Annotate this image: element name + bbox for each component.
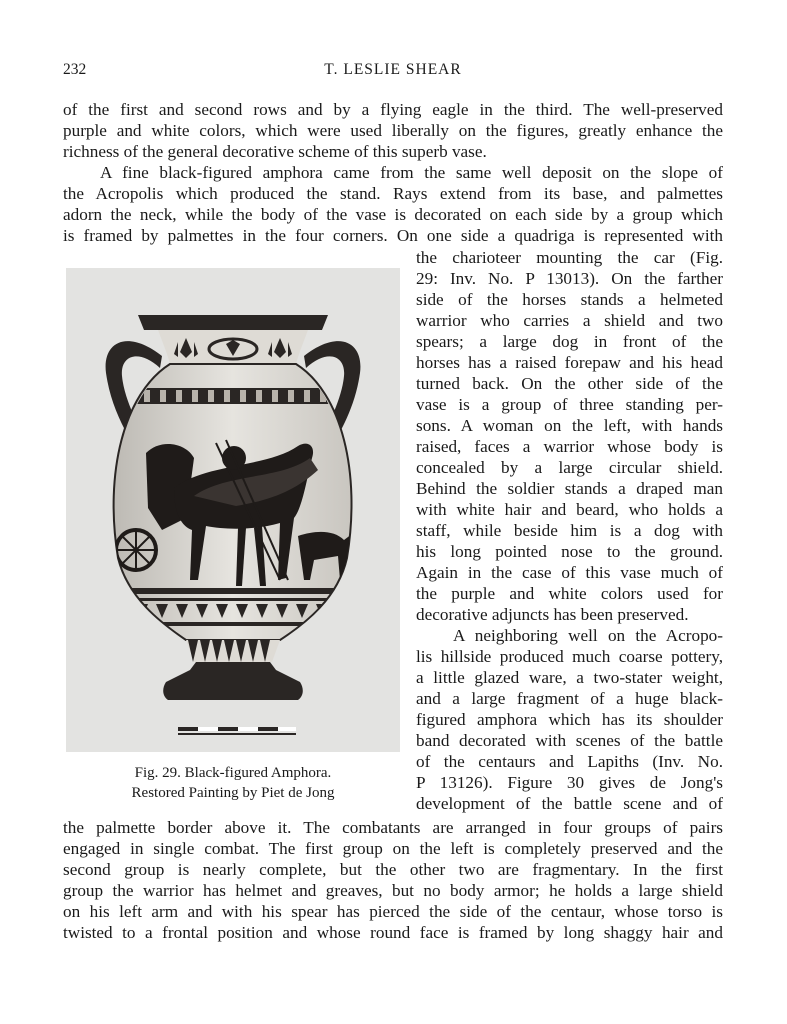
- text-line: is framed by palmettes in the four corners. On one side a quadriga is represented with: [63, 226, 723, 245]
- text-line: adorn the neck, while the body of the vase is decorated on each side by a group which: [63, 205, 723, 224]
- text-line: lis hillside produced much coarse pottery,: [416, 647, 723, 666]
- base-rays: [186, 640, 280, 662]
- text-line: 29: Inv. No. P 13013). On the farther: [416, 269, 723, 288]
- text-line: sons. A woman on the left, with hands: [416, 416, 723, 435]
- amphora-lip: [138, 315, 328, 330]
- text-line: the purple and white colors used for: [416, 584, 723, 603]
- figure-caption-line-2: Restored Painting by Piet de Jong: [131, 785, 335, 801]
- text-line: raised, faces a warrior whose body is: [416, 437, 723, 456]
- text-line: warrior who carries a shield and two: [416, 311, 723, 330]
- running-header: [63, 61, 723, 85]
- text-line: turned back. On the other side of the: [416, 374, 723, 393]
- text-line: spears; a large dog in front of the: [416, 332, 723, 351]
- text-line: the Acropolis which produced the stand. Rays extend from its base, and palmettes: [63, 184, 723, 203]
- text-line: the palmette border above it. The combatants are arranged in four groups of pairs: [63, 818, 723, 837]
- text-line: Again in the case of this vase much of: [416, 563, 723, 582]
- text-line: staff, while beside him is a dog with: [416, 521, 723, 540]
- text-line: A neighboring well on the Acropo-: [453, 626, 723, 645]
- text-line: his long pointed nose to the ground.: [416, 542, 723, 561]
- text-line: vase is a group of three standing per-: [416, 395, 723, 414]
- text-line: concealed by a large circular shield.: [416, 458, 723, 477]
- figure-caption-line-1: Fig. 29. Black-figured Amphora.: [134, 765, 332, 781]
- text-line: on his left arm and with his spear has pierced the side of the centaur, whose torso is: [63, 902, 723, 921]
- text-line: richness of the general decorative scheme of this superb vase.: [63, 142, 487, 161]
- scale-bar: [178, 727, 296, 735]
- page-number: 232: [63, 61, 87, 78]
- amphora-foot: [163, 662, 303, 700]
- text-line: and a large fragment of a huge black-: [416, 689, 723, 708]
- text-line: band decorated with scenes of the battle: [416, 731, 723, 750]
- text-line: a little glazed ware, a two-stater weight,: [416, 668, 723, 687]
- text-line: of the centaurs and Lapiths (Inv. No.: [416, 752, 723, 771]
- text-line: with white hair and beard, who holds a: [416, 500, 723, 519]
- text-line: P 13126). Figure 30 gives de Jong's: [416, 773, 723, 792]
- text-line: group the warrior has helmet and greaves, but no body armor; he holds a large shield: [63, 881, 723, 900]
- text-line: twisted to a frontal position and whose round face is framed by long shaggy hair and: [63, 923, 723, 942]
- text-line: the charioteer mounting the car (Fig.: [416, 248, 723, 267]
- text-line: side of the horses stands a helmeted: [416, 290, 723, 309]
- text-line: of the first and second rows and by a flying eagle in the third. The well-preserved: [63, 100, 723, 119]
- text-line: purple and white colors, which were used liberally on the figures, greatly enhance the: [63, 121, 723, 140]
- text-line: Behind the soldier stands a draped man: [416, 479, 723, 498]
- running-head-title: T. LESLIE SHEAR: [324, 61, 462, 78]
- text-line: decorative adjuncts has been preserved.: [416, 605, 689, 624]
- text-line: horses has a raised forepaw and his head: [416, 353, 723, 372]
- text-line: engaged in single combat. The first group on the left is completely preserved and the: [63, 839, 723, 858]
- text-line: A fine black-figured amphora came from the same well deposit on the slope of: [100, 163, 723, 182]
- text-line: figured amphora which has its shoulder: [416, 710, 723, 729]
- amphora-figure: [66, 268, 400, 752]
- text-line: development of the battle scene and of: [416, 794, 723, 813]
- text-line: second group is nearly complete, but the other two are fragmentary. In the first: [63, 860, 723, 879]
- amphora-illustration: [66, 268, 400, 752]
